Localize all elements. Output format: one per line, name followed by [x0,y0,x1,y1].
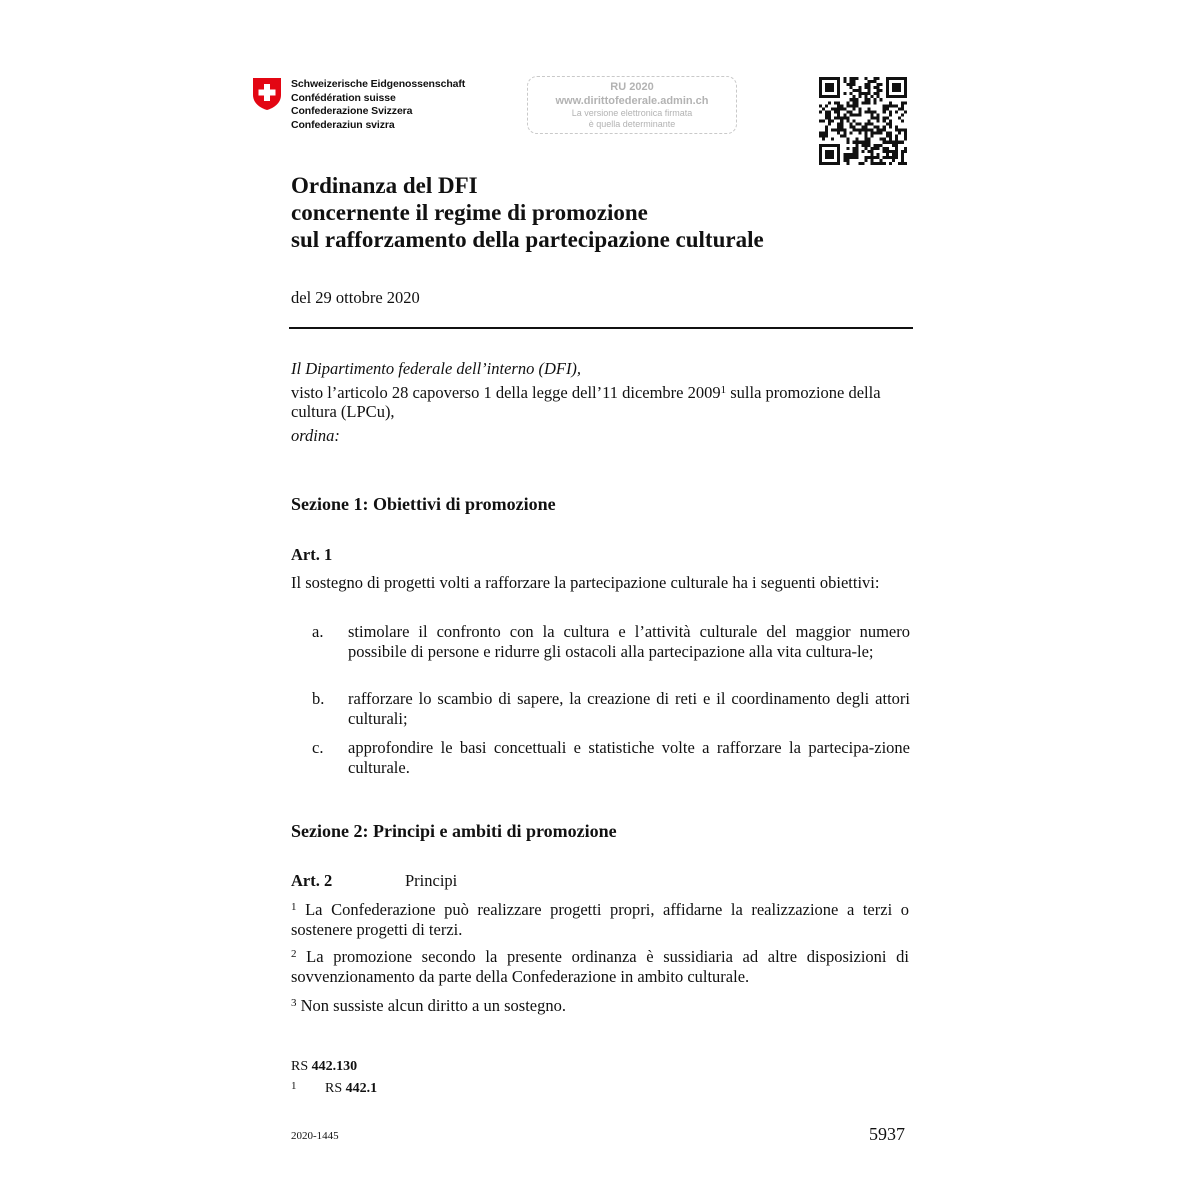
legal-basis-text: visto l’articolo 28 capoverso 1 della legge dell’11 dicembre 2009 [291,382,721,402]
article-2-paragraph-2 [291,947,909,986]
paragraph-text: La promozione secondo la presente ordinanza è sussidiaria ad altre disposizioni di sovvenzionamento da parte della Confederazione in ambito culturale. [291,947,909,986]
article-2-paragraph-1 [291,900,909,939]
confederation-name-rm: Confederaziun svizra [291,118,395,131]
stamp-website: www.dirittofederale.admin.ch [555,95,709,107]
title-line-2: concernente il regime di promozione [291,200,648,225]
preamble-authority: Il Dipartimento federale dell’interno (DFI), [291,359,582,378]
item-text: approfondire le basi concettuali e statistiche volte a rafforzare la partecipa-zione culturale. [348,738,910,777]
article-2-paragraph-3 [291,996,909,1016]
item-letter: c. [312,738,324,757]
footnote-1 [291,1080,377,1097]
swiss-cross-shield-icon [252,77,282,111]
section-2-heading: Sezione 2: Principi e ambiti di promozione [291,821,617,841]
confederation-name-fr: Confédération suisse [291,91,396,104]
item-text: rafforzare lo scambio di sapere, la creazione di reti e il coordinamento degli attori culturali; [348,689,910,728]
confederation-name-de: Schweizerische Eidgenossenschaft [291,78,466,90]
title-divider [289,327,913,329]
footnote-ref-1[interactable]: 1 [720,383,727,396]
confederation-name-it: Confederazione Svizzera [291,105,413,117]
footnote-rs-number: 442.1 [345,1081,378,1096]
paragraph-text: La Confederazione può realizzare progetti propri, affidarne la realizzazione a terzi o sostenere progetti di terzi. [291,900,909,939]
preamble-legal-basis [291,383,911,422]
document-date: del 29 ottobre 2020 [291,288,420,307]
qr-code-icon [819,77,907,165]
rs-number: 442.130 [311,1059,358,1074]
systematic-collection-reference [291,1059,357,1075]
paragraph-number: 1 [291,901,297,913]
page-number: 5937 [869,1124,905,1144]
stamp-note-2: è quella determinante [588,119,676,129]
paragraph-number: 2 [291,948,297,960]
document-number: 2020-1445 [291,1130,339,1142]
preamble-decree: ordina: [291,425,340,445]
confederation-names [291,78,465,132]
item-letter: a. [312,622,324,641]
footnote-number: 1 [291,1080,297,1092]
item-letter: b. [312,689,325,708]
rs-prefix: RS [291,1059,312,1074]
official-publication-stamp [527,76,737,134]
article-2-number: Art. 2 [291,871,333,890]
legal-basis-text-cont: sulla promozione della cultura (LPCu), [291,382,881,421]
article-2-title: Principi [405,871,458,890]
document-title [291,172,764,253]
stamp-note-1: La versione elettronica firmata [571,108,693,118]
title-line-3: sul rafforzamento della partecipazione culturale [291,227,764,252]
section-1-heading: Sezione 1: Obiettivi di promozione [291,494,556,514]
article-1-number: Art. 1 [291,545,333,564]
stamp-collection: RU 2020 [610,81,654,93]
title-line-1: Ordinanza del DFI [291,173,478,198]
preamble [291,359,911,449]
article-1-intro: Il sostegno di progetti volti a rafforzare la partecipazione culturale ha i seguenti obiettivi: [291,573,880,592]
paragraph-text: Non sussiste alcun diritto a un sostegno. [296,996,566,1015]
item-text: stimolare il confronto con la cultura e l’attività culturale del maggior numero possibile di persone e ridurre gli ostacoli alla partecipazione alla vita cultura-le; [348,622,910,661]
footnote-prefix: RS [325,1081,346,1096]
paragraph-number: 3 [291,997,297,1009]
